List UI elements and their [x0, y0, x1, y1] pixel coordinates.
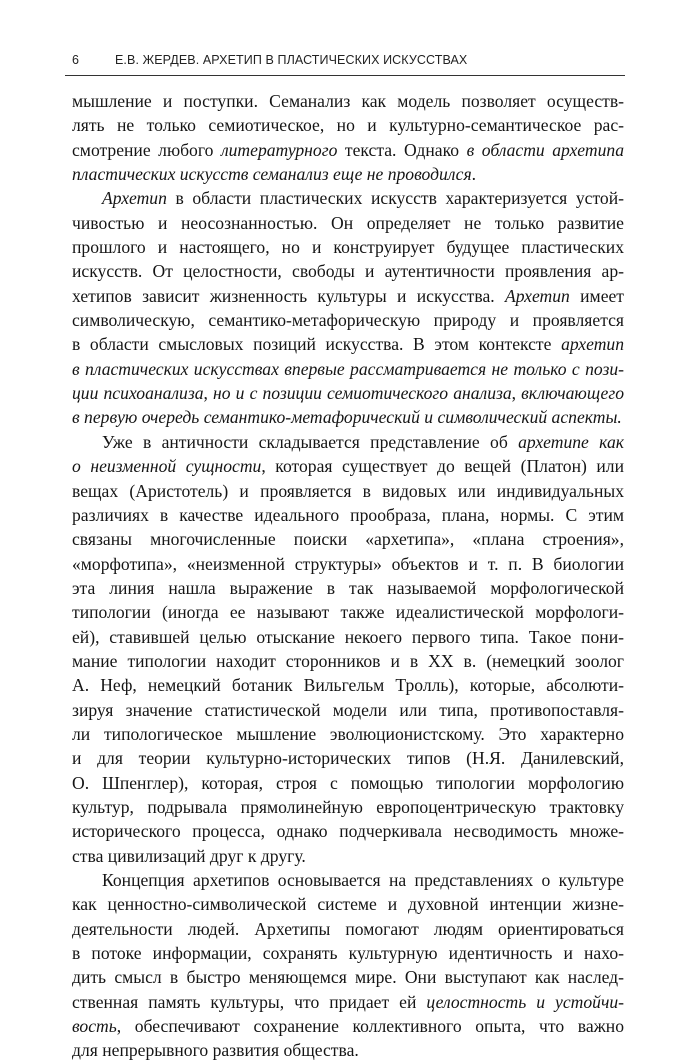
- text-line: [72, 527, 624, 551]
- paragraph: [72, 186, 624, 429]
- text-line: [72, 795, 624, 819]
- header-rule: [65, 75, 625, 76]
- text-run: в области пластических искусств характеризуется устой-: [166, 188, 624, 209]
- text-run: эта линия нашла выражение в так называемой морфологической: [72, 577, 624, 598]
- italic-text: в области архетипа: [466, 139, 624, 160]
- text-line: [72, 771, 624, 795]
- text-line: [72, 284, 624, 308]
- text-line: [72, 405, 624, 429]
- text-line: [72, 503, 624, 527]
- text-run: , которая существует до вещей (Платон) или: [261, 456, 625, 477]
- italic-text: в первую очередь семантико-метафорический и символический аспекты.: [72, 407, 622, 428]
- text-line: [72, 965, 624, 989]
- text-run: деятельности людей. Архетипы помогают людям ориентироваться: [72, 918, 624, 939]
- text-line: [72, 892, 624, 916]
- text-line: [72, 332, 624, 356]
- text-run: имеет: [569, 285, 624, 306]
- text-run: мание типологии находит сторонников и в XX в. (немецкий зоолог: [72, 650, 624, 671]
- italic-text: Архетип: [102, 188, 167, 209]
- italic-text: литературного: [220, 139, 338, 160]
- text-run: в области смысловых позиций искусства. В этом контексте: [72, 334, 562, 355]
- paragraph: [72, 430, 624, 868]
- text-line: [72, 162, 624, 186]
- text-line: [72, 113, 624, 137]
- text-line: [72, 917, 624, 941]
- text-run: типологии (иногда ее называют также идеалистической морфологи-: [72, 602, 624, 623]
- text-run: прошлого и настоящего, но и конструирует будущее пластических: [72, 237, 624, 258]
- text-line: [72, 138, 624, 162]
- text-line: [72, 454, 624, 478]
- text-line: [72, 600, 624, 624]
- italic-text: целостность и устойчи-: [426, 991, 624, 1012]
- text-run: для непрерывного развития общества.: [72, 1040, 359, 1061]
- text-line: [72, 259, 624, 283]
- text-line: [72, 1038, 624, 1062]
- text-run: зируя значение статистической модели или типа, противопоставля-: [72, 699, 624, 720]
- running-title: Е.В. ЖЕРДЕВ. АРХЕТИП В ПЛАСТИЧЕСКИХ ИСКУССТВАХ: [115, 53, 468, 67]
- text-run: ,: [203, 383, 214, 404]
- text-run: искусств. От целостности, свободы и аутентичности проявления ар-: [72, 261, 624, 282]
- text-run: Концепция архетипов основывается на представлениях о культуре: [102, 870, 624, 890]
- text-run: .: [471, 164, 477, 185]
- text-run: ,: [511, 383, 522, 404]
- text-line: [72, 868, 624, 892]
- text-run: текста. Однако: [337, 139, 467, 160]
- text-run: смотрение любого: [72, 139, 221, 160]
- italic-text: в пластических искусствах впервые рассматривается не только с пози-: [72, 358, 624, 379]
- text-line: [72, 479, 624, 503]
- text-run: , обеспечивают сохранение коллективного опыта, что важно: [116, 1016, 624, 1037]
- italic-text: включающего: [521, 383, 625, 404]
- text-line: [72, 746, 624, 770]
- italic-text: Архетип: [504, 285, 570, 306]
- italic-text: но и с позиции семиотического анализа: [213, 383, 512, 404]
- text-line: [72, 625, 624, 649]
- text-run: чивостью и неосознанностью. Он определяет не только развитие: [72, 212, 624, 233]
- text-line: [72, 722, 624, 746]
- text-run: как ценностно-символической системе и духовной интенции жизне-: [72, 894, 624, 915]
- text-run: различиях в качестве идеального прообраза, плана, нормы. С этим: [72, 504, 624, 525]
- text-run: О. Шпенглер), которая, строя с помощью типологии морфологию: [72, 772, 624, 793]
- text-line: [72, 576, 624, 600]
- text-line: [72, 1014, 624, 1038]
- text-line: [72, 649, 624, 673]
- text-run: исторического процесса, однако подчеркивала несводимость множе-: [72, 821, 624, 842]
- text-run: А. Неф, немецкий ботаник Вильгельм Тролль), которые, абсолюти-: [72, 675, 624, 696]
- text-run: ей), ставившей целью отыскание некоего первого типа. Такое пони-: [72, 626, 624, 647]
- text-run: в потоке информации, сохранять культурную идентичность и нахо-: [72, 943, 624, 964]
- text-run: и для теории культурно-исторических типов (Н.Я. Данилевский,: [72, 748, 624, 769]
- text-line: [72, 211, 624, 235]
- page-number: 6: [72, 53, 80, 67]
- text-run: культур, подрывала прямолинейную европоцентрическую трактовку: [72, 796, 624, 817]
- text-run: вещах (Аристотель) и проявляется в видовых или индивидуальных: [72, 480, 624, 501]
- paragraph: [72, 868, 624, 1063]
- text-run: Уже в античности складывается представление об: [102, 431, 519, 452]
- text-line: [72, 941, 624, 965]
- text-run: ства цивилизаций друг к другу.: [72, 845, 306, 866]
- text-run: лять не только семиотическое, но и культурно-семантическое рас-: [72, 115, 624, 136]
- text-line: [72, 89, 624, 113]
- text-line: [72, 990, 624, 1014]
- text-run: хетипов зависит жизненность культуры и искусства.: [72, 285, 505, 306]
- italic-text: ции психоанализа: [72, 383, 204, 404]
- text-run: ли типологическое мышление эволюционистскому. Это характерно: [72, 723, 624, 744]
- text-run: ственная память культуры, что придает ей: [72, 991, 427, 1012]
- text-line: [72, 381, 624, 405]
- italic-text: архетип: [561, 334, 624, 355]
- text-line: [72, 235, 624, 259]
- text-line: [72, 186, 624, 210]
- text-line: [72, 357, 624, 381]
- italic-text: пластических искусств семанализ еще не проводился: [72, 164, 472, 185]
- italic-text: архетипе как: [518, 431, 624, 452]
- text-run: мышление и поступки. Семанализ как модель позволяет осуществ-: [72, 91, 624, 111]
- text-line: [72, 673, 624, 697]
- text-run: «морфотипа», «неизменной структуры» объектов и т. п. В биологии: [72, 553, 624, 574]
- running-head: [65, 51, 625, 71]
- text-line: [72, 308, 624, 332]
- text-line: [72, 698, 624, 722]
- italic-text: о неизменной сущности: [72, 456, 262, 477]
- paragraph: [72, 89, 624, 186]
- text-line: [72, 430, 624, 454]
- text-run: связаны многочисленные поиски «архетипа», «плана строения»,: [72, 529, 624, 550]
- text-line: [72, 844, 624, 868]
- text-run: символическую, семантико-метафорическую природу и проявляется: [72, 310, 624, 331]
- italic-text: вость: [72, 1016, 117, 1037]
- text-line: [72, 819, 624, 843]
- body-text: [72, 89, 624, 1063]
- text-line: [72, 552, 624, 576]
- text-run: дить смысл в быстро меняющемся мире. Они выступают как наслед-: [72, 967, 624, 988]
